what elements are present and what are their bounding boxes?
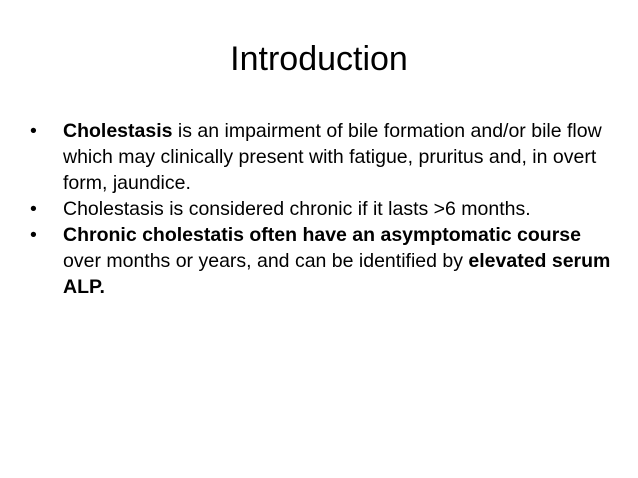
bullet-text-bold: Cholestasis bbox=[63, 120, 173, 142]
bullet-text-bold: Chronic cholestatis often have an asymptomatic course bbox=[63, 224, 581, 246]
bullet-dot-icon: • bbox=[30, 120, 37, 142]
bullet-item bbox=[30, 222, 615, 300]
bullet-dot-icon: • bbox=[30, 198, 37, 220]
bullet-dot-icon: • bbox=[30, 224, 37, 246]
bullet-text: Cholestasis is considered chronic if it lasts >6 months. bbox=[63, 198, 531, 220]
bullet-text: over months or years, and can be identified by bbox=[63, 250, 469, 272]
bullet-list bbox=[30, 118, 615, 300]
bullet-item bbox=[30, 118, 615, 196]
bullet-text-bold: elevated serum ALP. bbox=[63, 250, 611, 298]
slide-title: Introduction bbox=[230, 40, 408, 78]
bullet-text: is an impairment of bile formation and/or bile flow which may clinically present with fatigue, pruritus and, in overt form, jaundice. bbox=[63, 120, 602, 194]
bullet-item bbox=[30, 196, 615, 222]
